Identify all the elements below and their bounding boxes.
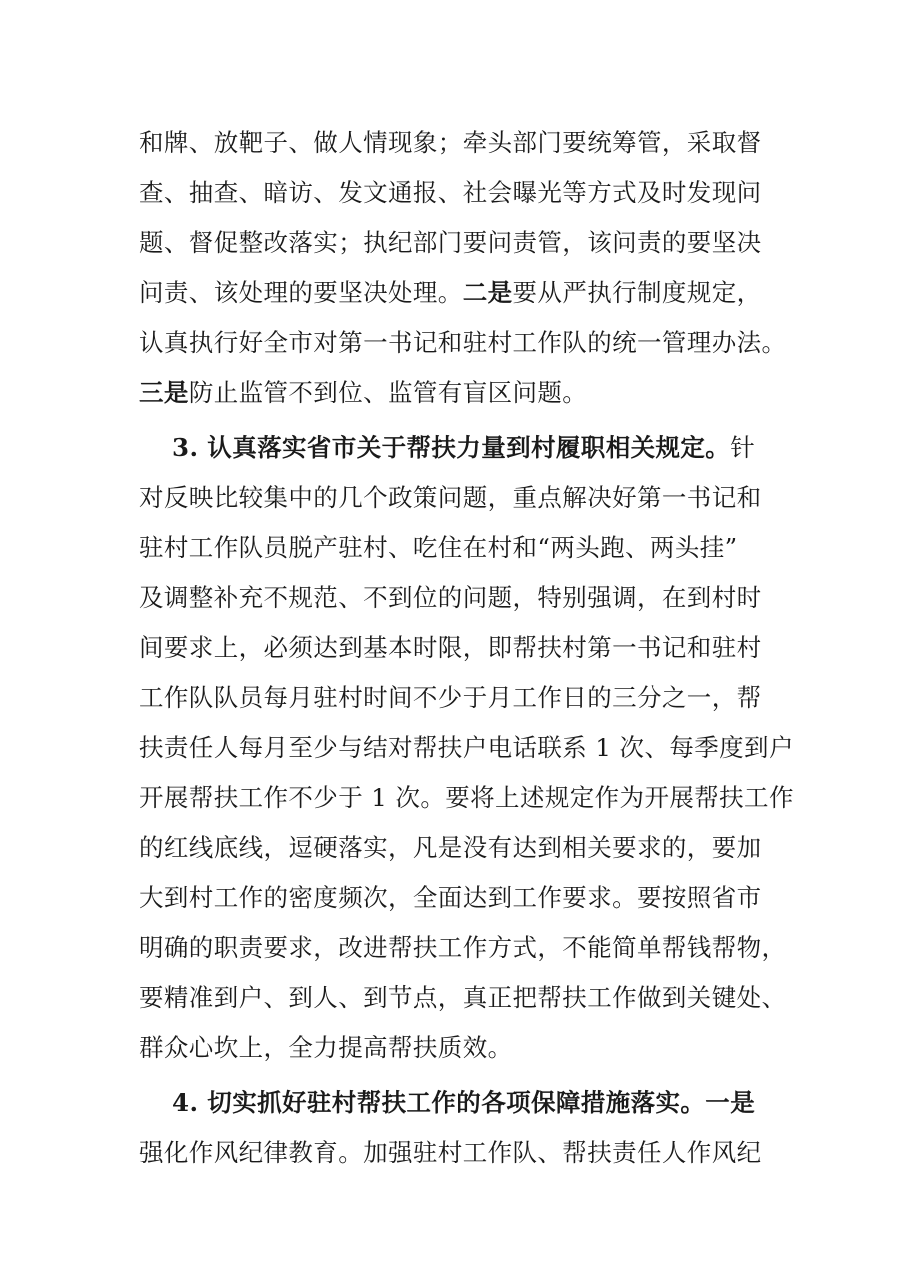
text-segment: 问责、该处理的要坚决处理。: [139, 278, 463, 307]
text-line: [139, 1033, 513, 1063]
text-line: [139, 278, 762, 308]
text-segment: 和牌、放靶子、做人情现象；牵头部门要统筹管，采取督: [139, 128, 762, 157]
text-segment-bold: 3. 认真落实省市关于帮扶力量到村履职相关规定。: [172, 433, 731, 462]
text-line: [139, 683, 762, 713]
text-line: [139, 178, 762, 208]
text-segment: 题、督促整改落实；执纪部门要问责管，该问责的要坚决: [139, 228, 762, 257]
text-line: [139, 983, 786, 1013]
text-line: [139, 1138, 762, 1168]
text-segment: 驻村工作队员脱产驻村、吃住在村和“两头跑、两头挂”: [139, 533, 738, 562]
text-line: [139, 328, 786, 358]
text-line: [139, 483, 762, 513]
section-heading: [172, 1088, 755, 1118]
text-line: [139, 533, 738, 563]
text-segment: 针: [730, 433, 756, 462]
text-line: [139, 378, 587, 408]
text-line: [139, 228, 762, 258]
text-segment: 及调整补充不规范、不到位的问题，特别强调，在到村时: [139, 583, 762, 612]
text-segment: 工作队队员每月驻村时间不少于月工作日的三分之一，帮: [139, 683, 762, 712]
text-line: [139, 833, 762, 863]
text-line: [139, 583, 762, 613]
text-segment-bold: 二是: [462, 278, 513, 307]
text-segment: 大到村工作的密度频次，全面达到工作要求。要按照省市: [139, 883, 762, 912]
text-line: [139, 733, 794, 763]
text-segment: 要精准到户、到人、到节点，真正把帮扶工作做到关键处、: [139, 983, 787, 1012]
text-segment: 防止监管不到位、监管有盲区问题。: [188, 378, 588, 407]
text-line: [139, 633, 762, 663]
text-segment-bold: 三是: [139, 378, 189, 407]
text-segment: 查、抽查、暗访、发文通报、社会曝光等方式及时发现问: [139, 178, 762, 207]
text-line: [139, 783, 794, 813]
text-segment-bold: 4. 切实抓好驻村帮扶工作的各项保障措施落实。一是: [172, 1088, 756, 1117]
text-segment: 认真执行好全市对第一书记和驻村工作队的统一管理办法。: [139, 328, 787, 357]
text-segment: 间要求上，必须达到基本时限，即帮扶村第一书记和驻村: [139, 633, 762, 662]
text-segment: 要从严执行制度规定，: [512, 278, 762, 307]
section-heading: [172, 433, 755, 463]
text-line: [139, 128, 762, 158]
text-segment: 群众心坎上，全力提高帮扶质效。: [139, 1033, 513, 1062]
text-segment: 对反映比较集中的几个政策问题，重点解决好第一书记和: [139, 483, 762, 512]
text-segment: 开展帮扶工作不少于 1 次。要将上述规定作为开展帮扶工作: [139, 783, 794, 812]
text-segment: 强化作风纪律教育。加强驻村工作队、帮扶责任人作风纪: [139, 1138, 762, 1167]
text-segment: 明确的职责要求，改进帮扶工作方式，不能简单帮钱帮物，: [139, 933, 787, 962]
text-segment: 扶责任人每月至少与结对帮扶户电话联系 1 次、每季度到户: [139, 733, 794, 762]
text-line: [139, 933, 786, 963]
text-line: [139, 883, 762, 913]
text-segment: 的红线底线，逗硬落实，凡是没有达到相关要求的，要加: [139, 833, 762, 862]
